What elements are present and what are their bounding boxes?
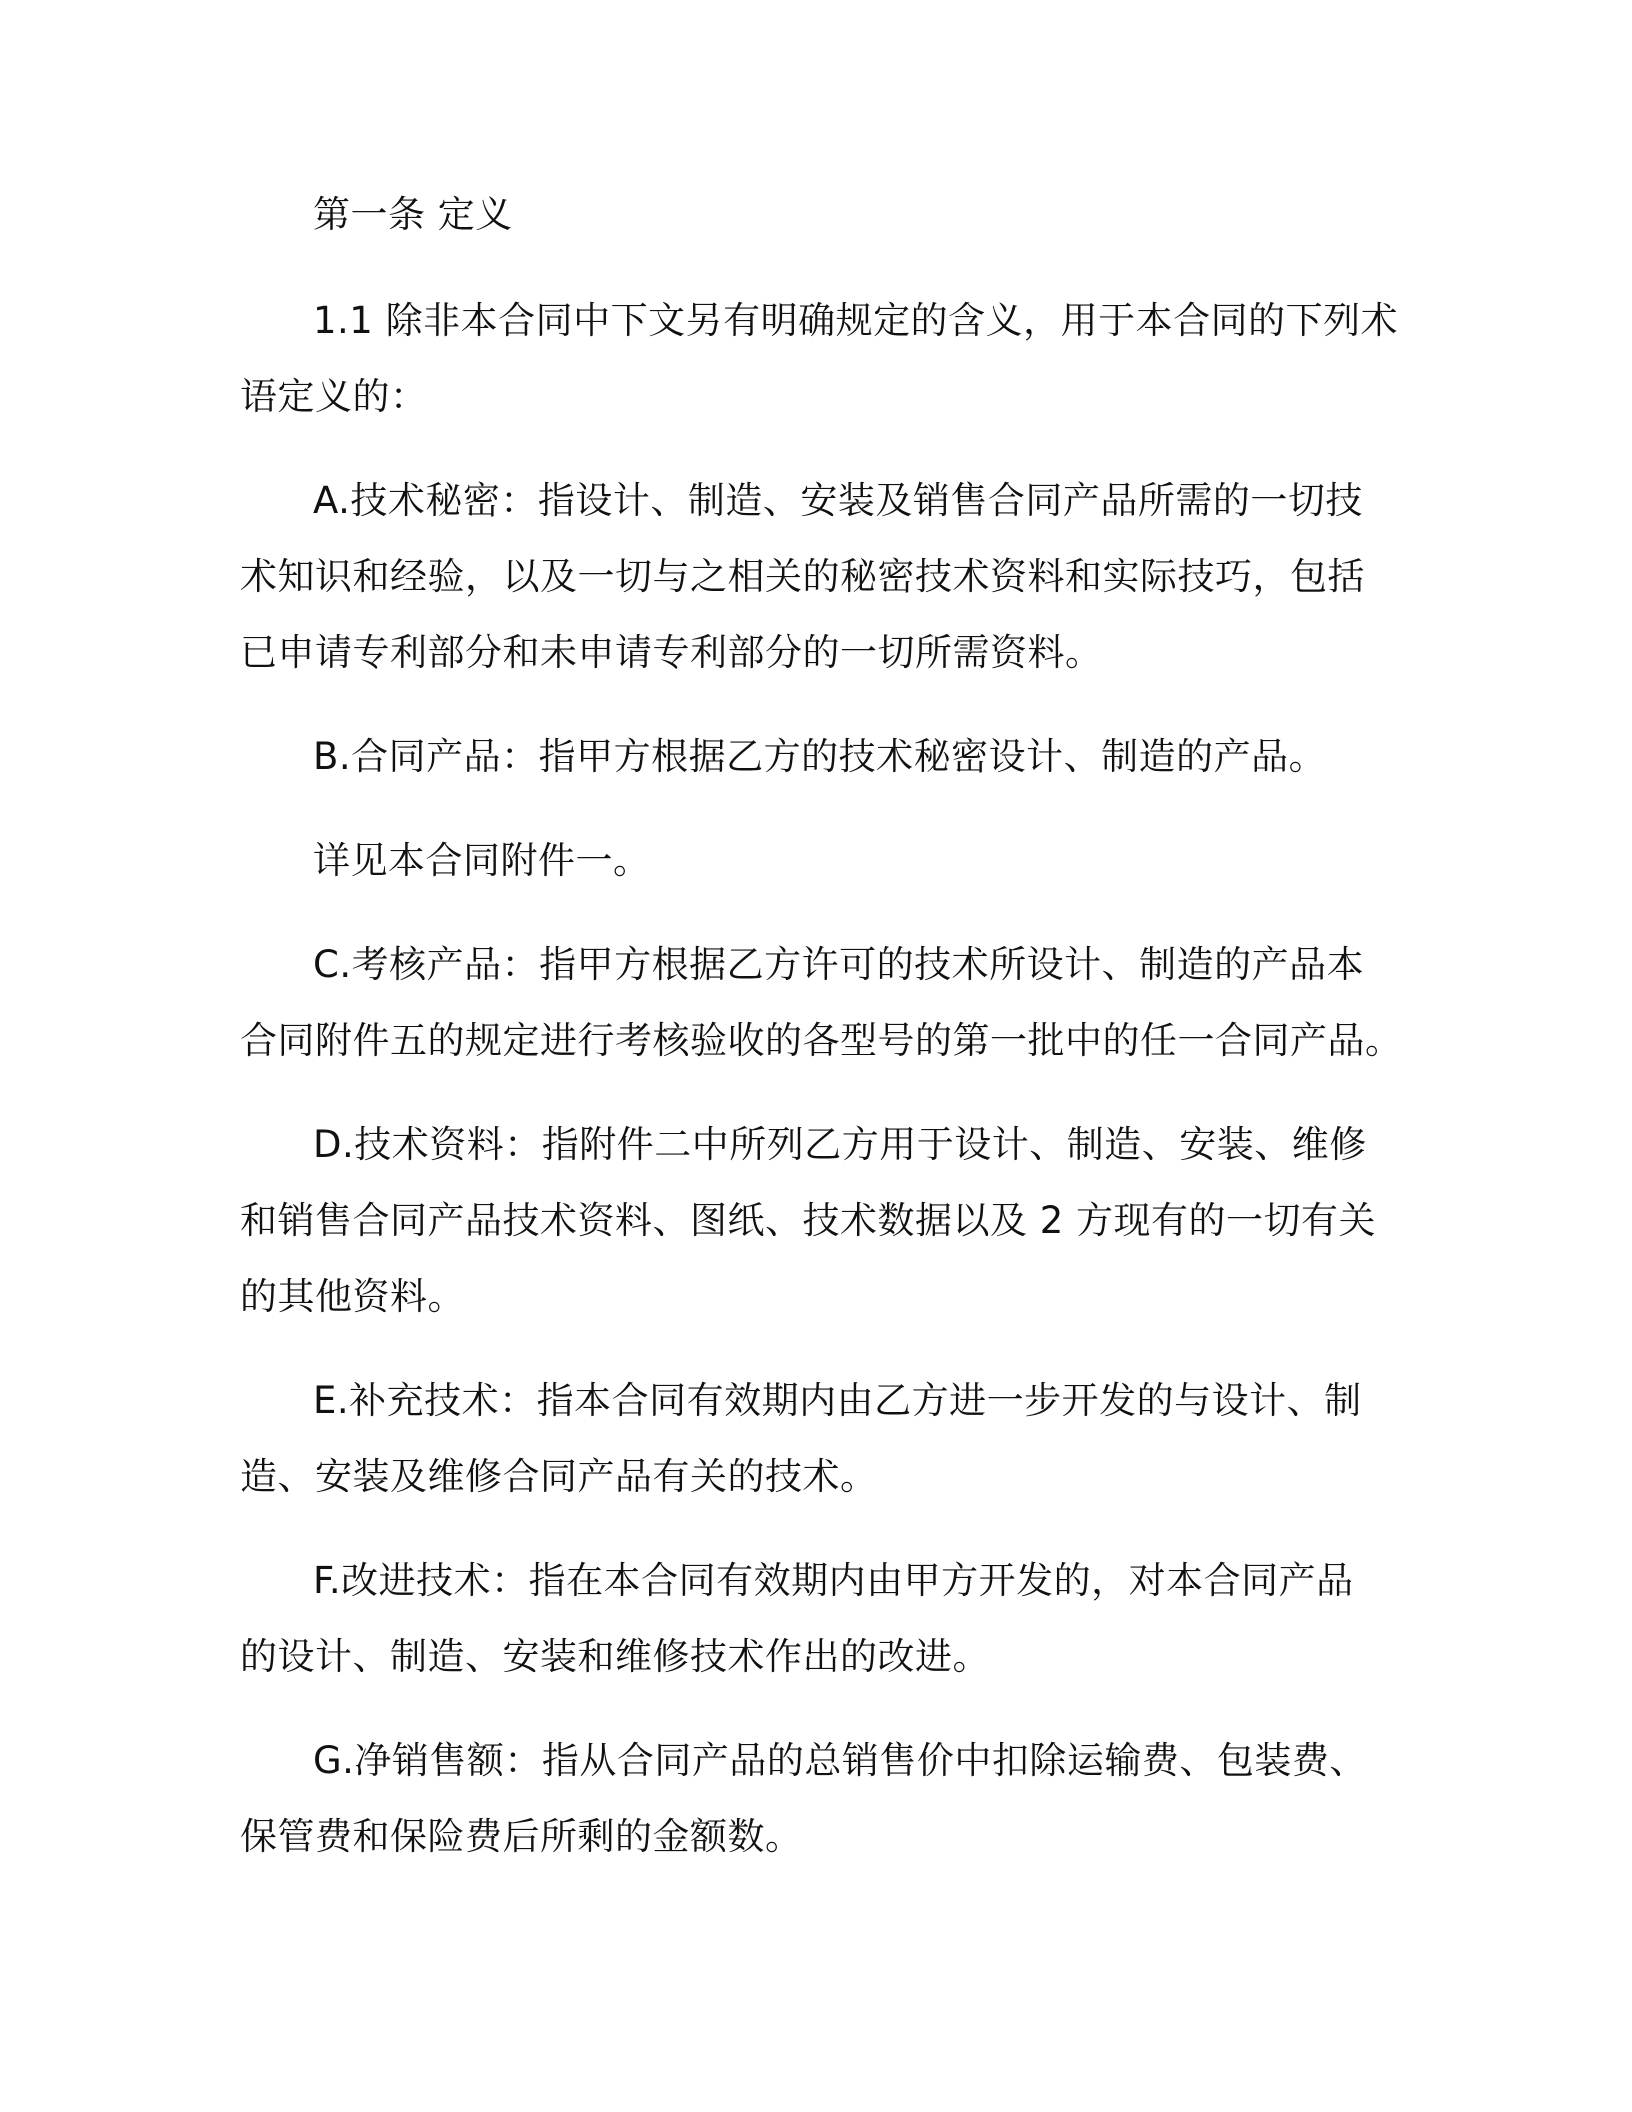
definition-d-line-2: 和销售合同产品技术资料、图纸、技术数据以及 2 方现有的一切有关 xyxy=(240,1199,1377,1242)
clause-1-1-line-2: 语定义的： xyxy=(240,375,428,418)
definition-e-line-2: 造、安装及维修合同产品有关的技术。 xyxy=(240,1455,878,1498)
clause-1-1-line-1: 1.1 除非本合同中下文另有明确规定的含义，用于本合同的下列术 xyxy=(313,299,1399,342)
definition-b-note: 详见本合同附件一。 xyxy=(313,839,651,882)
definition-c-line-1: C.考核产品：指甲方根据乙方许可的技术所设计、制造的产品本 xyxy=(313,943,1365,986)
definition-d-line-3: 的其他资料。 xyxy=(240,1275,465,1318)
article-heading: 第一条 定义 xyxy=(313,193,513,236)
definition-f-line-2: 的设计、制造、安装和维修技术作出的改进。 xyxy=(240,1635,990,1678)
definition-f-line-1: F.改进技术：指在本合同有效期内由甲方开发的，对本合同产品 xyxy=(313,1559,1354,1602)
definition-a-line-3: 已申请专利部分和未申请专利部分的一切所需资料。 xyxy=(240,631,1103,674)
definition-c-line-2: 合同附件五的规定进行考核验收的各型号的第一批中的任一合同产品。 xyxy=(240,1019,1403,1062)
definition-e-line-1: E.补充技术：指本合同有效期内由乙方进一步开发的与设计、制 xyxy=(313,1379,1362,1422)
definition-d-line-1: D.技术资料：指附件二中所列乙方用于设计、制造、安装、维修 xyxy=(313,1123,1367,1166)
definition-a-line-2: 术知识和经验，以及一切与之相关的秘密技术资料和实际技巧，包括 xyxy=(240,555,1365,598)
definition-g-line-1: G.净销售额：指从合同产品的总销售价中扣除运输费、包装费、 xyxy=(313,1739,1367,1782)
definition-b-line-1: B.合同产品：指甲方根据乙方的技术秘密设计、制造的产品。 xyxy=(313,735,1327,778)
definition-a-line-1: A.技术秘密：指设计、制造、安装及销售合同产品所需的一切技 xyxy=(313,479,1363,522)
definition-g-line-2: 保管费和保险费后所剩的金额数。 xyxy=(240,1815,803,1858)
